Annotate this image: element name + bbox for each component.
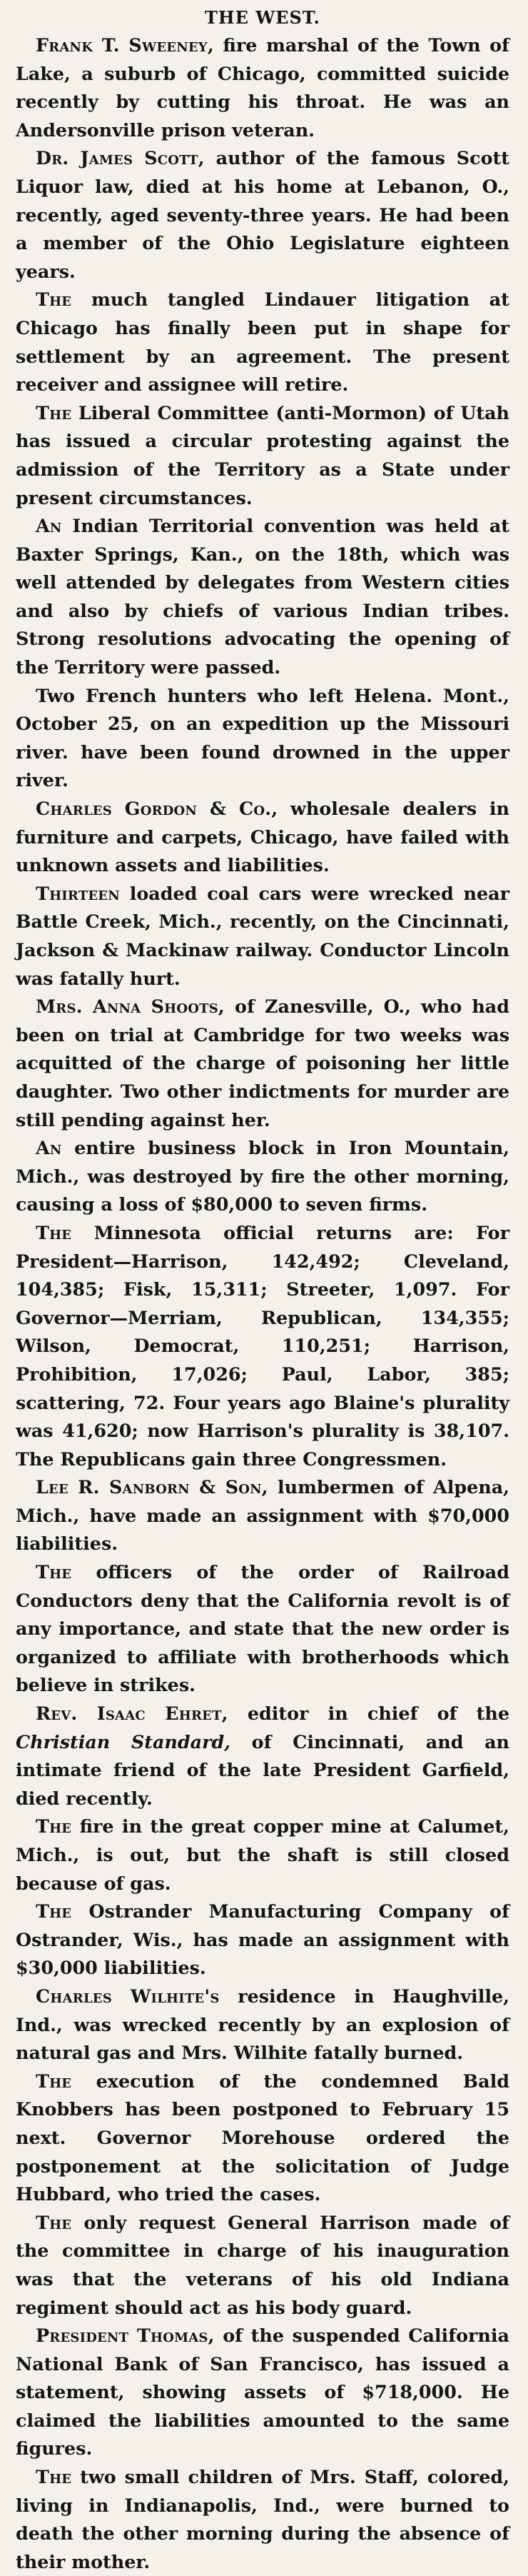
item-lead: The bbox=[36, 2070, 72, 2092]
item-text: Liberal Committee (anti-Mormon) of Utah has issued a circular protesting against the admission of the Territory as a State under present circumstances. bbox=[16, 401, 509, 508]
item-text: Two French hunters who left Helena. Mont., October 25, on an expedition up the Missouri river. have been found drowned in the upper river. bbox=[16, 684, 509, 791]
item-text: entire business block in Iron Mountain, Mich., was destroyed by fire the other morning, causing a loss of $80,000 to seven firms. bbox=[16, 1137, 509, 1216]
news-item bbox=[16, 1558, 509, 1700]
news-item bbox=[16, 2209, 509, 2322]
item-text: officers of the order of Railroad Conductors deny that the California revolt is of any importance, and state that the new order is organized to affiliate with brotherhoods which believe in strikes. bbox=[16, 1561, 509, 1696]
news-item bbox=[16, 795, 509, 880]
news-item bbox=[16, 2463, 509, 2576]
news-item bbox=[16, 1473, 509, 1558]
item-text: Ostrander Manufacturing Company of Ostrander, Wis., has made an assignment with $30,000 liabilities. bbox=[16, 1900, 509, 1979]
item-text: of the suspended California National Bank of San Francisco, has issued a statement, showing assets of $718,000. He claimed the liabilities amounted to the same figures. bbox=[16, 2325, 509, 2460]
item-text: loaded coal cars were wrecked near Battle Creek, Mich., recently, on the Cincinnati, Jackson & Mackinaw railway. Conductor Lincoln was fatally hurt. bbox=[16, 882, 509, 989]
news-item bbox=[16, 512, 509, 682]
news-item bbox=[16, 1898, 509, 1983]
news-item bbox=[16, 1700, 509, 1813]
item-text: only request General Harrison made of the committee in charge of his inauguration was that the veterans of his old Indiana regiment should act as his body guard. bbox=[16, 2211, 509, 2318]
section-heading: THE WEST. bbox=[205, 7, 320, 28]
news-item bbox=[16, 1983, 509, 2068]
item-text: two small children of Mrs. Staff, colored, living in Indianapolis, Ind., were burned to death the other morning during the absence of their mother. bbox=[16, 2466, 509, 2572]
item-lead: The bbox=[36, 2466, 72, 2488]
news-item bbox=[16, 993, 509, 1134]
news-item bbox=[16, 2322, 509, 2463]
item-text-continued: of Cincinnati, and an intimate friend of the late President Garfield, died recently. bbox=[16, 1730, 509, 1809]
news-item bbox=[16, 1219, 509, 1473]
item-lead: The bbox=[36, 401, 72, 424]
news-item bbox=[16, 399, 509, 512]
item-text: Indian Territorial convention was held at Baxter Springs, Kan., on the 18th, which was well attended by delegates from Western cities and also by chiefs of various Indian tribes. Strong resolutions advocating the opening of the Territory were passed. bbox=[16, 515, 509, 678]
news-item bbox=[16, 31, 509, 144]
item-text: lumbermen of Alpena, Mich., have made an assignment with $70,000 liabilities. bbox=[16, 1476, 509, 1555]
item-lead: Dr. James Scott, bbox=[36, 147, 205, 169]
item-lead: President Thomas, bbox=[36, 2325, 215, 2347]
news-item bbox=[16, 1134, 509, 1219]
item-text: fire marshal of the Town of Lake, a suburb of Chicago, committed suicide recently by cutting his throat. He was an Andersonville prison veteran. bbox=[16, 34, 509, 141]
item-lead: Frank T. Sweeney, bbox=[36, 34, 214, 56]
item-lead: The bbox=[36, 1815, 72, 1838]
item-lead: The bbox=[36, 1561, 72, 1583]
item-text: editor in chief of the bbox=[228, 1703, 509, 1725]
item-text: much tangled Lindauer litigation at Chicago has finally been put in shape for settlement by an agreement. The present receiver and assignee will retire. bbox=[16, 289, 509, 396]
item-lead: Charles Gordon & Co., bbox=[36, 798, 278, 820]
news-item bbox=[16, 2068, 509, 2209]
item-text: residence in Haughville, Ind., was wrecked recently by an explosion of natural gas and Mrs. Wilhite fatally burned. bbox=[16, 1985, 509, 2064]
item-lead: Mrs. Anna Shoots, bbox=[36, 996, 225, 1018]
news-item bbox=[16, 880, 509, 993]
item-lead: Charles Wilhite's bbox=[36, 1985, 220, 2007]
item-lead: An bbox=[36, 1137, 62, 1159]
item-text: wholesale dealers in furniture and carpets, Chicago, have failed with unknown assets and liabilities. bbox=[16, 798, 509, 876]
item-text: of Zanesville, O., who had been on trial at Cambridge for two weeks was acquitted of the charge of poisoning her little daughter. Two other indictments for murder are still pending against her. bbox=[16, 996, 509, 1131]
item-lead: An bbox=[36, 515, 62, 537]
item-lead: Lee R. Sanborn & Son, bbox=[36, 1476, 268, 1498]
item-lead: The bbox=[36, 2211, 72, 2233]
news-item bbox=[16, 682, 509, 795]
item-italic-title: Christian Standard, bbox=[16, 1730, 231, 1753]
item-lead: The bbox=[36, 289, 72, 311]
news-item bbox=[16, 144, 509, 286]
item-text: fire in the great copper mine at Calumet, Mich., is out, but the shaft is still closed because of gas. bbox=[16, 1815, 509, 1894]
item-text: Minnesota official returns are: For President—Harrison, 142,492; Cleveland, 104,385; Fisk, 15,311; Streeter, 1,097. For Governor—Merriam, Republican, 134,355; Wilson, Democrat, 110,251; Harrison, Prohibition, 17,026; Paul, Labor, 385; scattering, 72. Four years ago Blaine's plurality was 41,620; now Harrison's plurality is 38,107. The Republicans gain three Congressmen. bbox=[16, 1221, 509, 1470]
item-lead: Thirteen bbox=[36, 882, 120, 904]
item-text: author of the famous Scott Liquor law, died at his home at Lebanon, O., recently, aged seventy-three years. He had been a member of the Ohio Legislature eighteen years. bbox=[16, 147, 509, 282]
item-lead: Rev. Isaac Ehret, bbox=[36, 1703, 228, 1725]
item-lead: The bbox=[36, 1221, 72, 1243]
news-item bbox=[16, 286, 509, 399]
item-text: execution of the condemned Bald Knobbers has been postponed to February 15 next. Governor Morehouse ordered the postponement at the solicitation of Judge Hubbard, who tried the cases. bbox=[16, 2070, 509, 2205]
item-lead: The bbox=[36, 1900, 72, 1923]
news-item bbox=[16, 1813, 509, 1898]
